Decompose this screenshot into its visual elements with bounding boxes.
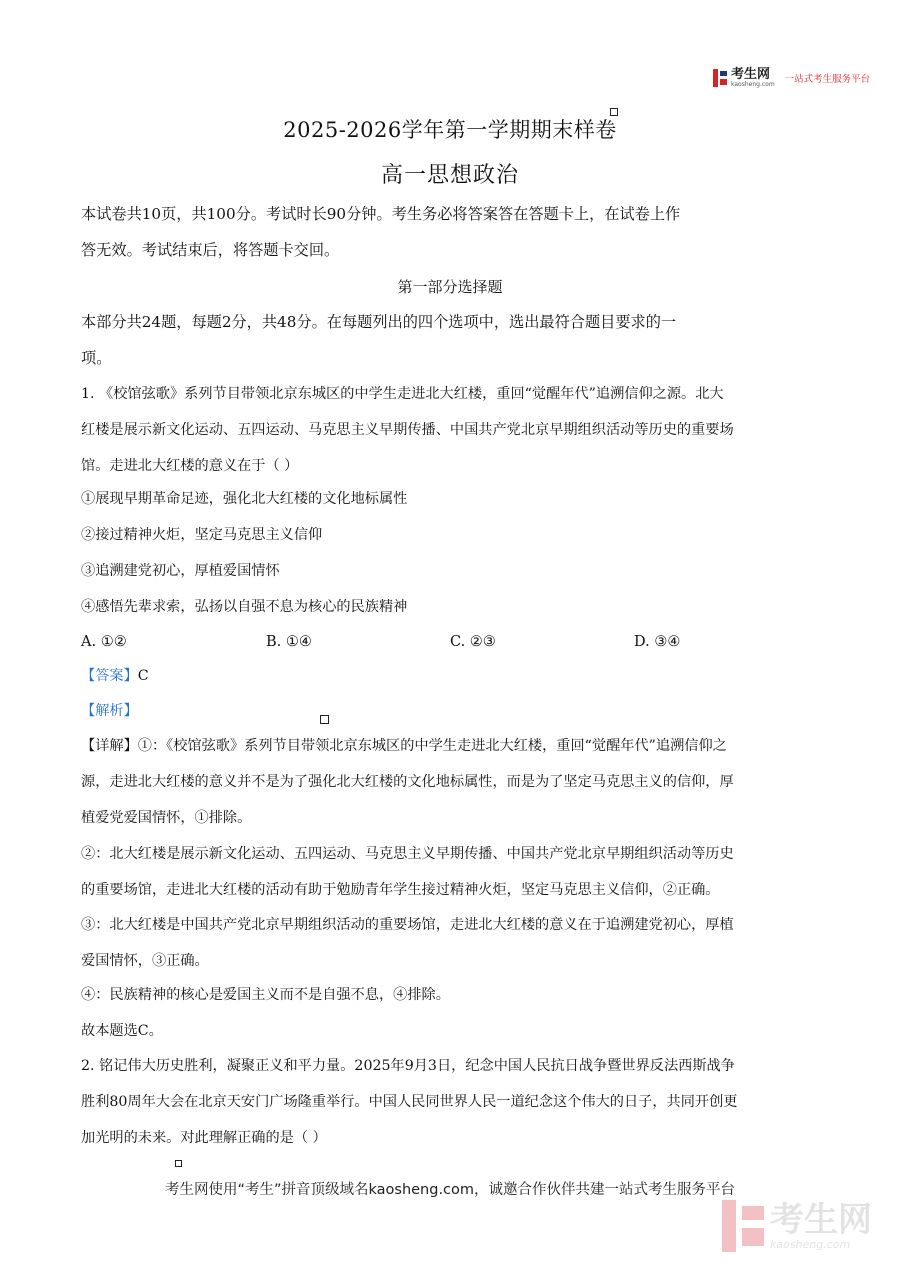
question-2-stem [81,1048,821,1156]
stem-line: 红楼是展示新文化运动、五四运动、马克思主义早期传播、中国共产党北京早期组织活动等历史的重要场 [81,422,734,438]
detail-line: 源，走进北大红楼的意义并不是为了强化北大红楼的文化地标属性，而是为了坚定马克思主义的信仰，厚 [81,774,734,790]
answer-tag: 【答案】 [81,668,138,684]
instruction-line: 本部分共24题，每题2分，共48分。在每题列出的四个选项中，选出最符合题目要求的一 [81,313,677,331]
detail-paragraph [81,728,821,836]
question-1-stem [81,376,821,484]
point-line: ③：北大红楼是中国共产党北京早期组织活动的重要场馆，走进北大红楼的意义在于追溯建党初心，厚植 [81,917,734,933]
point-line: 的重要场馆，走进北大红楼的活动有助于勉励青年学生接过精神火炬，坚定马克思主义信仰，②正确。 [81,882,720,898]
option-d[interactable]: D. ③④ [634,634,681,650]
statement-item: ④感悟先辈求索，弘扬以自强不息为核心的民族精神 [81,599,408,615]
detail-text: ①：《校馆弦歌》系列节目带领北京东城区的中学生走进北大红楼，重回“觉醒年代”追溯信仰之 [137,738,727,754]
watermark-name: 考生网 [770,1199,872,1240]
stem-line: 馆。走进北大红楼的意义在于（ ） [81,458,299,474]
section-instructions [81,304,821,376]
intro-paragraph [81,196,821,268]
statement-item: ②接过精神火炬，坚定马克思主义信仰 [81,527,323,543]
question-1-statements [81,481,821,625]
marker-square-icon [320,715,329,724]
question-1-options [81,624,821,660]
analysis-line [81,693,821,729]
stem-line: 胜利80周年大会在北京天安门广场隆重举行。中国人民同世界人民一道纪念这个伟大的日子，共同开创更 [81,1094,738,1110]
brand-slogan: 一站式考生服务平台 [784,74,871,85]
watermark-domain: kaosheng.com [770,1237,851,1251]
option-b[interactable]: B. ①④ [266,634,312,650]
option-c[interactable]: C. ②③ [450,634,496,650]
conclusion-line: 故本题选C。 [81,1023,163,1039]
brand-name: 考生网 [731,67,771,82]
intro-line: 答无效。考试结束后，将答题卡交回。 [81,241,340,259]
kaosheng-watermark-icon [722,1200,764,1252]
answer-line [81,658,821,694]
section-title: 第一部分选择题 [397,278,503,296]
exam-title: 2025-2026学年第一学期期末样卷 [283,118,617,142]
answer-value: C [137,668,149,684]
detail-tag: 【详解】 [81,738,138,754]
statement-item: ①展现早期革命足迹，强化北大红楼的文化地标属性 [81,491,408,507]
detail-line: 植爱党爱国情怀，①排除。 [81,810,252,826]
point-line: ②：北大红楼是展示新文化运动、五四运动、马克思主义早期传播、中国共产党北京早期组织活动等历史 [81,846,734,862]
point-4-paragraph [81,977,821,1049]
watermark [722,1200,872,1252]
kaosheng-logo-icon [713,69,727,87]
point-3-paragraph [81,907,821,979]
analysis-tag: 【解析】 [81,703,138,719]
point-2-paragraph [81,836,821,908]
marker-square-icon [175,1160,182,1167]
point-line: ④：民族精神的核心是爱国主义而不是自强不息，④排除。 [81,987,450,1003]
intro-line: 本试卷共10页，共100分。考试时长90分钟。考生务必将答案答在答题卡上，在试卷上作 [81,205,681,223]
footer-promo[interactable]: 考生网使用“考生”拼音顶级域名kaosheng.com，诚邀合作伙伴共建一站式考生服务平台 [164,1182,736,1198]
statement-item: ③追溯建党初心，厚植爱国情怀 [81,563,280,579]
subject-title: 高一思想政治 [380,163,519,188]
instruction-line: 项。 [81,349,112,367]
detail-line [81,728,821,764]
brand-domain: kaosheng.com [731,81,775,88]
stem-line: 1. 《校馆弦歌》系列节目带领北京东城区的中学生走进北大红楼，重回“觉醒年代”追溯信仰之源。北大 [81,386,724,402]
option-a[interactable]: A. ①② [81,634,127,650]
stem-line: 加光明的未来。对此理解正确的是（ ） [81,1130,327,1146]
brand-logo[interactable] [713,68,870,88]
point-line: 爱国情怀，③正确。 [81,953,209,969]
stem-line: 2. 铭记伟大历史胜利，凝聚正义和平力量。2025年9月3日，纪念中国人民抗日战争暨世界反法西斯战争 [81,1058,735,1074]
